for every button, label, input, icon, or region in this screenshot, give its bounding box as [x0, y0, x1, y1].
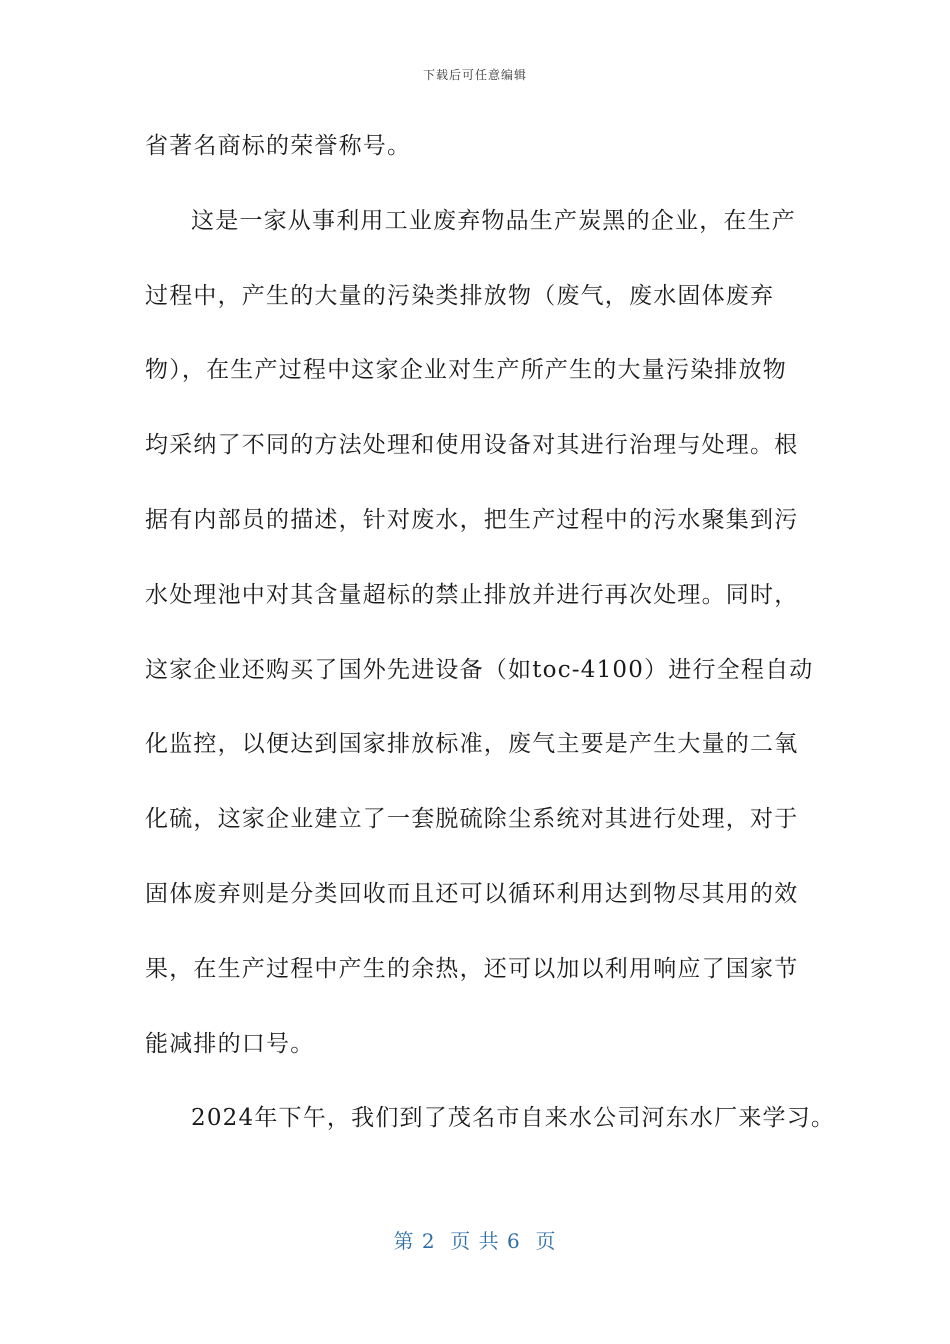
text-line: 均采纳了不同的方法处理和使用设备对其进行治理与处理。根 — [145, 432, 799, 459]
text-line: 果，在生产过程中产生的余热，还可以加以利用响应了国家节 — [145, 955, 799, 982]
text-line: 固体废弃则是分类回收而且还可以循环利用达到物尽其用的效 — [145, 880, 799, 907]
text-line: 据有内部员的描述，针对废水，把生产过程中的污水聚集到污 — [145, 506, 799, 533]
text-line: 过程中，产生的大量的污染类排放物（废气，废水固体废弃 — [145, 282, 775, 309]
text-line: 省著名商标的荣誉称号。 — [145, 133, 412, 159]
text-line: 能减排的口号。 — [145, 1030, 315, 1057]
document-body — [145, 125, 836, 1172]
text-line: 这家企业还购买了国外先进设备（如toc-4100）进行全程自动 — [145, 656, 814, 683]
text-line: 物），在生产过程中这家企业对生产所产生的大量污染排放物 — [145, 357, 787, 384]
page-header: 下载后可任意编辑 — [422, 68, 527, 82]
page-number-footer: 第 2 页 共 6 页 — [393, 1229, 557, 1253]
paragraph-start-line: 这是一家从事利用工业废弃物品生产炭黑的企业，在生产 — [191, 207, 796, 234]
text-line: 化监控，以便达到国家排放标准，废气主要是产生大量的二氧 — [145, 731, 799, 758]
paragraph-start-line: 2024年下午，我们到了茂名市自来水公司河东水厂来学习。 — [191, 1105, 836, 1132]
text-line: 水处理池中对其含量超标的禁止排放并进行再次处理。同时， — [145, 581, 799, 608]
text-line: 化硫，这家企业建立了一套脱硫除尘系统对其进行处理，对于 — [145, 806, 799, 833]
